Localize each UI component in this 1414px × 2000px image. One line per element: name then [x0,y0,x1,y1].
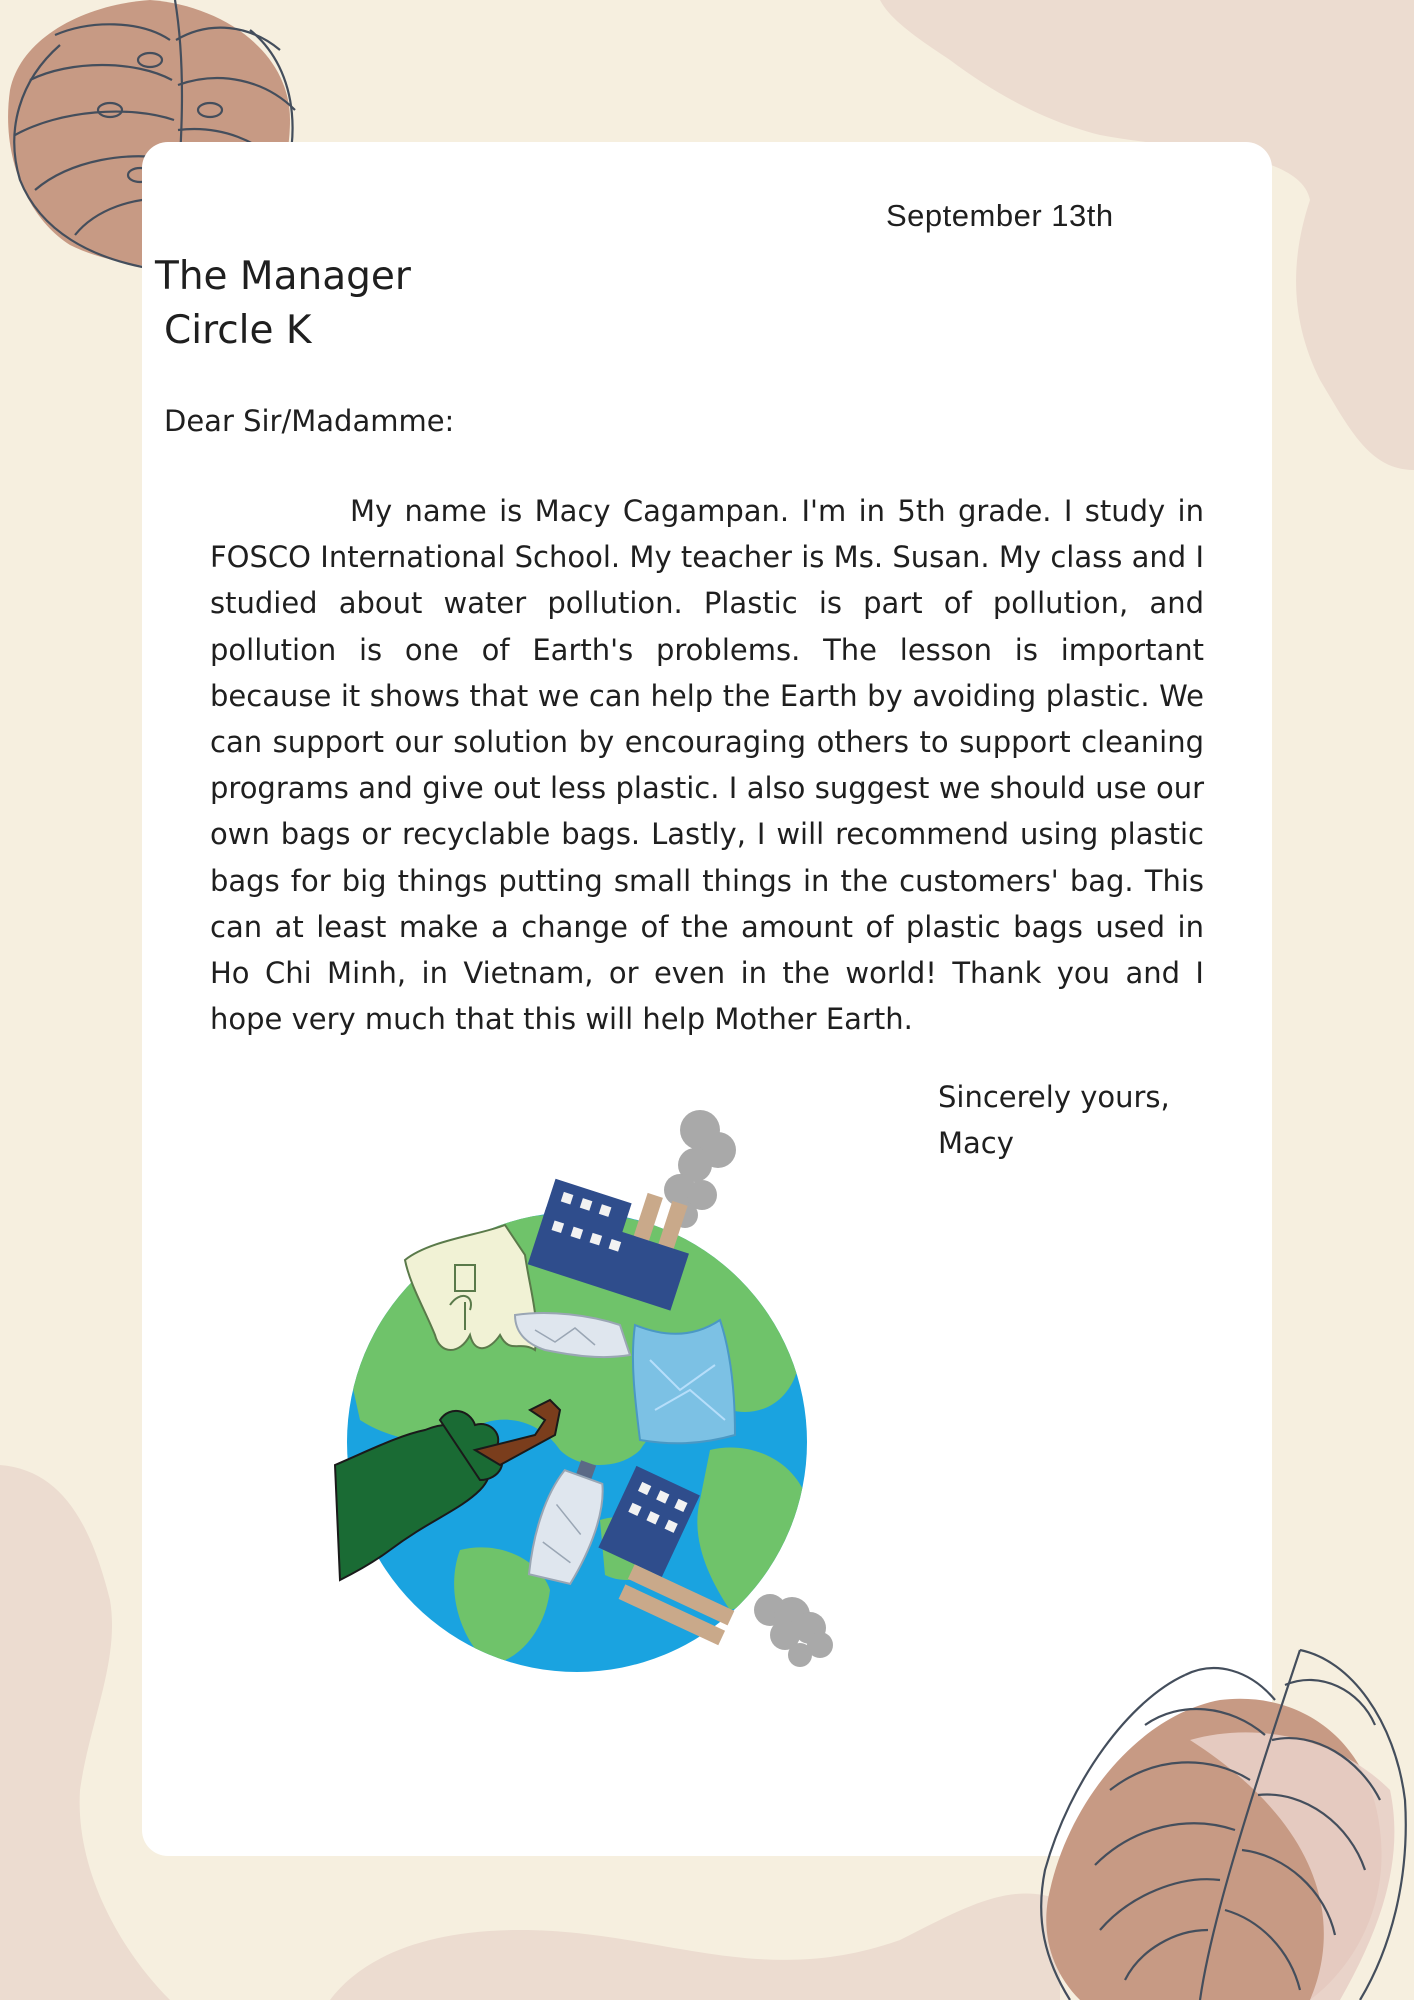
letter-body: My name is Macy Cagampan. I'm in 5th grade. I study in FOSCO International School. My teacher is Ms. Susan. My class and I studied about water pollution. Plastic is part of pollution, and pollution is one of Earth's problems. The lesson is important because it shows that we can help the Earth by avoiding plastic. We can support our solution by encouraging others to support cleaning programs and give out less plastic. I also suggest we should use our own bags or recyclable bags. Lastly, I will recommend using plastic bags for big things putting small things in the customers' bag. This can at least make a change of the amount of plastic bags used in Ho Chi Minh, in Vietnam, or even in the world! Thank you and I hope very much that this will help Mother Earth. [210,494,1204,1037]
plastic-bag [633,1320,735,1443]
salutation: Dear Sir/Madamme: [164,404,455,438]
signature: Macy [938,1126,1014,1160]
bottom-middle-blob [330,1894,1060,2000]
monstera-leaf-icon [1010,1630,1414,2000]
recipient-org: Circle K [164,308,312,353]
recipient-block [155,250,411,358]
closing-block [938,1074,1170,1166]
earth-pollution-illustration [330,1090,850,1690]
recipient-title: The Manager [155,254,411,299]
smoke-cloud-bottom [754,1594,833,1667]
closing-line: Sincerely yours, [938,1080,1170,1114]
letter-date: September 13th [886,198,1114,233]
